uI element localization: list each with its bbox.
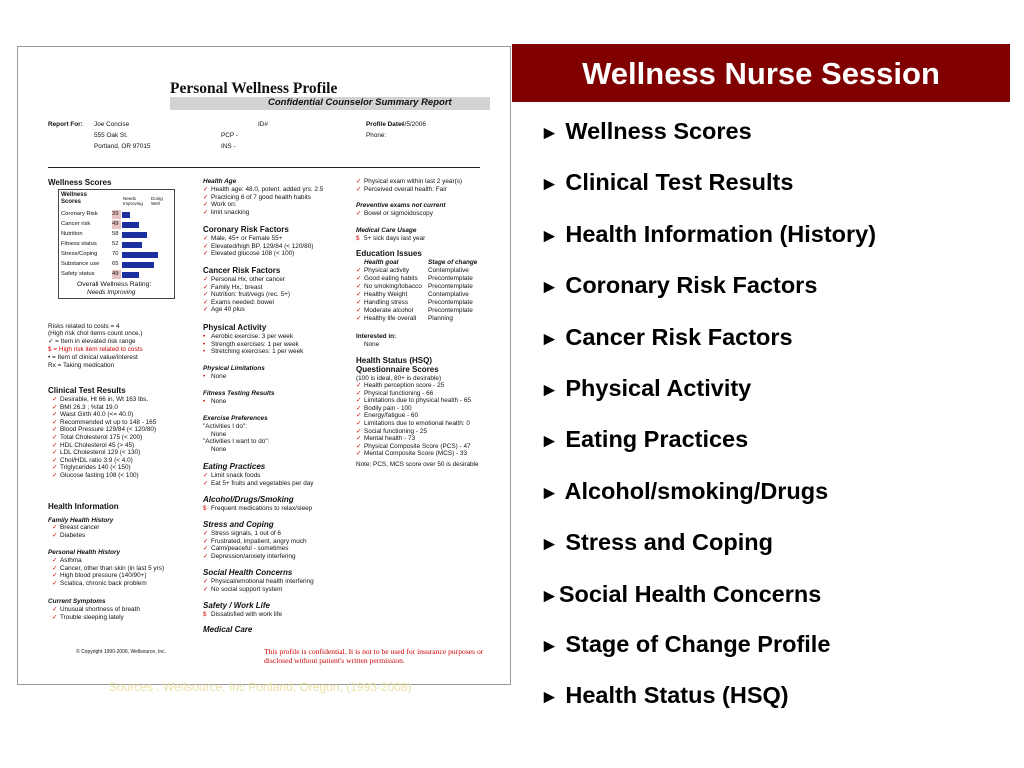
risks-line: Risks related to costs = 4 <box>48 323 120 330</box>
ins-label: INS - <box>221 143 236 150</box>
address-line2: Portland, OR 97015 <box>94 143 151 150</box>
medical-usage-label: Medical Care Usage <box>356 227 417 234</box>
hsq-footer: Note: PCS, MCS score over 50 is desirable <box>356 461 479 468</box>
list-item: ✓ Cancer, other than skin (in last 5 yrs) <box>52 564 165 572</box>
list-item: ✓ Stress signals, 1 out of 6 <box>203 530 281 537</box>
interested-label: Interested in: <box>356 333 397 340</box>
personal-history-list <box>52 557 164 587</box>
score-value: 49 <box>112 221 119 227</box>
safety-list <box>203 611 282 619</box>
health-age-list <box>203 186 323 216</box>
overall-rating-label: Overall Wellness Rating: <box>77 281 152 288</box>
list-item: ✓ Exams needed: bowel <box>203 298 274 306</box>
list-item: ✓ Work on: <box>203 201 237 209</box>
personal-history-label: Personal Health History <box>48 549 121 556</box>
education-goal: No smoking/tobacco <box>364 283 422 290</box>
check-icon: ✓ <box>356 210 362 217</box>
check-icon: ✓ <box>356 283 362 290</box>
overall-rating-value: Needs Improving <box>87 289 136 296</box>
id-label: ID# <box>258 121 268 128</box>
exercise-preferences <box>203 423 269 453</box>
dollar-icon: $ <box>203 505 207 512</box>
topic-bullet-text: Clinical Test Results <box>558 169 794 195</box>
list-item: ✓ Personal Hx, other cancer <box>203 276 285 283</box>
list-item: ✓ Physical functioning - 66 <box>356 389 434 397</box>
check-icon: ✓ <box>52 564 58 572</box>
pcp-label: PCP - <box>221 132 238 139</box>
doing-well-col: Doing Well <box>151 196 163 206</box>
list-item: ✓ Recommended wt up to 148 - 165 <box>52 418 157 426</box>
slide-title: Wellness Nurse Session <box>582 56 940 91</box>
check-icon: ✓ <box>52 606 58 613</box>
list-item: ✓ LDL Cholesterol 129 (< 130) <box>52 449 141 457</box>
education-stage-head: Stage of change <box>428 259 478 266</box>
education-stage: Planning <box>428 315 453 322</box>
list-item: $ 5+ sick days last year <box>356 235 426 242</box>
activity-heading: Physical Activity <box>203 323 267 332</box>
topic-bullet-text: Eating Practices <box>558 426 749 452</box>
list-item: ✓ Limitations due to physical health - 65 <box>356 397 471 405</box>
cancer-heading: Cancer Risk Factors <box>203 266 281 275</box>
education-goal: Physical activity <box>364 267 410 274</box>
hsq-note: (100 is ideal, 80+ is desirable) <box>356 375 442 382</box>
check-icon: ✓ <box>52 403 58 411</box>
check-icon: ✓ <box>203 298 209 306</box>
topic-bullet <box>540 682 789 709</box>
list-item: • None <box>203 373 227 380</box>
score-row <box>59 260 174 269</box>
arrow-icon: ► <box>540 586 559 607</box>
education-stage: Precontemplate <box>428 283 473 290</box>
score-bar <box>122 232 147 238</box>
score-label: Safety status <box>61 271 95 277</box>
interested-value: None <box>364 341 380 348</box>
topic-bullet <box>540 118 752 145</box>
check-icon: ✓ <box>52 572 58 580</box>
wellness-scores-heading: Wellness Scores <box>48 178 112 187</box>
check-icon: ✓ <box>203 545 209 553</box>
education-goal: Handling stress <box>364 299 409 306</box>
list-item: ✓ Unusual shortness of breath <box>52 606 140 613</box>
list-item: ✓ Male, 45+ or Female 55+ <box>203 235 283 242</box>
topic-bullet-text: Physical Activity <box>558 375 752 401</box>
clinical-list <box>52 396 156 480</box>
check-icon: ✓ <box>52 471 58 479</box>
score-bar <box>122 242 142 248</box>
list-item: ✓ Bodily pain - 100 <box>356 404 412 412</box>
social-list <box>203 578 314 593</box>
check-icon: • <box>203 398 206 405</box>
list-item: ✓ Chol/HDL ratio 3.9 (< 4.0) <box>52 456 133 464</box>
doc-title: Personal Wellness Profile <box>170 80 338 97</box>
score-value: 52 <box>112 241 119 247</box>
score-value: 58 <box>112 231 119 237</box>
check-icon: ✓ <box>203 291 209 299</box>
check-icon: ✓ <box>203 283 209 291</box>
alcohol-heading: Alcohol/Drugs/Smoking <box>203 495 294 504</box>
exercise-line: "Activities I do": <box>203 423 247 430</box>
arrow-icon: ► <box>540 174 559 195</box>
arrow-icon: ► <box>540 687 559 708</box>
check-icon: ✓ <box>203 201 209 209</box>
exercise-line: None <box>211 445 227 453</box>
arrow-icon: ► <box>540 380 559 401</box>
education-goal: Good eating habits <box>364 275 418 282</box>
topic-bullet-text: Wellness Scores <box>558 118 752 144</box>
check-icon: ✓ <box>52 411 58 419</box>
list-item: ✓ Energy/fatigue - 60 <box>356 412 418 420</box>
check-icon: ✓ <box>203 250 209 258</box>
list-item: ✓ Family Hx,: breast <box>203 283 263 291</box>
check-icon: ✓ <box>52 524 58 531</box>
cancer-list <box>203 276 290 314</box>
list-item: ✓ Physical Composite Score (PCS) - 47 <box>356 442 471 450</box>
stress-heading: Stress and Coping <box>203 520 274 529</box>
arrow-icon: ► <box>540 431 559 452</box>
education-stage: Precontemplate <box>428 307 473 314</box>
check-icon: ✓ <box>203 472 209 479</box>
sources-caption: Sources : Wellsource, Inc Portland, Oregon, (1993-2008) <box>109 680 412 694</box>
header-divider <box>48 167 480 168</box>
list-item: ✓ Blood Pressure 129/84 (< 120/80) <box>52 426 157 434</box>
topic-bullet <box>540 581 821 608</box>
topic-bullet <box>540 529 773 556</box>
check-icon: ✓ <box>203 479 209 487</box>
eating-list <box>203 472 314 487</box>
list-item: ✓ Mental Composite Score (MCS) - 33 <box>356 450 467 458</box>
topic-bullet-text: Cancer Risk Factors <box>558 324 793 350</box>
list-item: ✓ Social functioning - 25 <box>356 427 427 435</box>
check-icon: • <box>203 348 206 356</box>
list-item: ✓ Waist Girth 40.0 (<= 40.0) <box>52 411 134 419</box>
check-icon: ✓ <box>356 397 362 405</box>
check-icon: ✓ <box>203 552 209 560</box>
check-icon: ✓ <box>356 315 362 322</box>
check-icon: ✓ <box>203 208 209 216</box>
health-info-heading: Health Information <box>48 502 119 511</box>
exam-list <box>356 178 462 193</box>
health-age-label: Health Age <box>203 178 237 185</box>
needs-improving-col: Needs Improving <box>123 196 143 206</box>
list-item: ✓ HDL Cholesterol 45 (> 45) <box>52 441 135 449</box>
copyright: © Copyright 1990-2006, Wellsource, Inc. <box>76 649 167 655</box>
profile-date-label: Profile Date: <box>366 121 404 128</box>
family-history-list <box>52 524 99 539</box>
topic-bullet-text: Alcohol/smoking/Drugs <box>558 478 829 504</box>
check-icon: ✓ <box>356 427 362 435</box>
list-item: ✓ Trouble sleeping lately <box>52 613 124 621</box>
topic-bullet <box>540 169 793 196</box>
topic-bullet-text: Stress and Coping <box>558 529 773 555</box>
check-icon: • <box>203 340 206 348</box>
dollar-icon: $ <box>356 235 360 242</box>
check-icon: ✓ <box>52 426 58 434</box>
score-row <box>59 210 174 219</box>
list-item: ✓ Elevated glucose 108 (< 100) <box>203 250 295 258</box>
list-item: ✓ Eat 5+ fruits and vegetables per day <box>203 479 314 487</box>
coronary-list <box>203 235 313 258</box>
score-value: 39 <box>112 211 119 217</box>
education-goal: Healthy Weight <box>364 291 408 298</box>
activity-list <box>203 333 303 356</box>
wellness-profile-document <box>17 46 511 685</box>
check-icon: ✓ <box>52 396 58 403</box>
list-item: ✓ Breast cancer <box>52 524 100 531</box>
check-icon: ✓ <box>203 537 209 545</box>
check-icon: ✓ <box>203 276 209 283</box>
list-item: ✓ Total Cholesterol 175 (< 200) <box>52 433 143 441</box>
arrow-icon: ► <box>540 534 559 555</box>
education-heading: Education Issues <box>356 249 422 258</box>
family-history-label: Family Health History <box>48 517 114 524</box>
score-value: 65 <box>112 261 119 267</box>
symptoms-list <box>52 606 140 621</box>
education-goal: Moderate alcohol <box>364 307 414 314</box>
topic-bullet-text: Coronary Risk Factors <box>558 272 818 298</box>
limitations-label: Physical Limitations <box>203 365 265 372</box>
check-icon: ✓ <box>203 578 209 585</box>
topic-bullet <box>540 221 876 248</box>
check-icon: ✓ <box>356 275 362 282</box>
topic-bullet-text: Social Health Concerns <box>558 581 822 607</box>
topic-bullet-text: Health Status (HSQ) <box>558 682 789 708</box>
exercise-line: "Activities I want to do": <box>203 438 270 446</box>
check-icon: ✓ <box>203 530 209 537</box>
slide-title-bar <box>512 44 1010 102</box>
alcohol-list <box>203 505 312 513</box>
education-stage: Contemplative <box>428 291 469 298</box>
check-icon: ✓ <box>52 531 58 539</box>
education-goal: Healthy life overall <box>364 315 417 322</box>
check-icon: ✓ <box>356 267 362 274</box>
check-icon: ✓ <box>52 613 58 621</box>
check-icon: ✓ <box>52 418 58 426</box>
list-item: ✓ limit snacking <box>203 208 250 216</box>
education-stage: Precontemplate <box>428 275 473 282</box>
check-icon: ✓ <box>356 299 362 306</box>
coronary-heading: Coronary Risk Factors <box>203 225 289 234</box>
score-label: Coronary Risk <box>61 211 98 217</box>
list-item: ✓ Limitations due to emotional health: 0 <box>356 419 470 427</box>
list-item: ✓ Age 40 plus <box>203 306 245 314</box>
list-item: ✓ BMI 26.3 ; %fat 19.0 <box>52 403 118 411</box>
list-item: ✓ Health age: 48.0, potent. added yrs: 2.5 <box>203 186 324 193</box>
safety-heading: Safety / Work Life <box>203 601 270 610</box>
risks-note: (High risk chol items count once.) <box>48 330 143 337</box>
dollar-icon: $ <box>203 611 207 618</box>
score-bar <box>122 252 158 258</box>
social-heading: Social Health Concerns <box>203 568 293 577</box>
check-icon: ✓ <box>52 433 58 441</box>
score-label: Substance use <box>61 261 100 267</box>
score-value: 70 <box>112 251 119 257</box>
exercise-label: Exercise Preferences <box>203 415 268 422</box>
topic-bullet-text: Health Information (History) <box>558 221 877 247</box>
medical-care-heading: Medical Care <box>203 625 253 634</box>
list-item: ✓ Triglycerides 140 (< 150) <box>52 464 131 472</box>
check-icon: • <box>203 373 206 380</box>
stress-list <box>203 530 307 560</box>
legend-rx: Rx = Taking medication <box>48 362 115 369</box>
list-item: • Strength exercises: 1 per week <box>203 340 299 348</box>
score-label: Cancer risk <box>61 221 91 227</box>
hsq-heading2: Questionnaire Scores <box>356 365 439 374</box>
score-label: Fitness status <box>61 241 97 247</box>
check-icon: ✓ <box>356 291 362 298</box>
legend-dollar: $ = High risk item related to costs <box>48 346 143 353</box>
education-goal-head: Health goal <box>364 259 399 266</box>
check-icon: ✓ <box>356 435 362 443</box>
check-icon: ✓ <box>52 557 58 564</box>
list-item: ✓ Desirable, Ht 66 in, Wt 163 lbs, <box>52 396 149 403</box>
list-item: ✓ Frustrated, impatient, angry much <box>203 537 307 545</box>
check-icon: ✓ <box>203 186 209 193</box>
check-icon: ✓ <box>356 442 362 450</box>
arrow-icon: ► <box>540 226 559 247</box>
list-item: ✓ No social support system <box>203 585 283 593</box>
doc-subtitle: Confidential Counselor Summary Report <box>268 97 452 108</box>
topic-bullet <box>540 324 793 351</box>
list-item: • Stretching exercises: 1 per week <box>203 348 304 356</box>
check-icon: ✓ <box>356 450 362 458</box>
exercise-line: None <box>211 430 227 438</box>
list-item: • Aerobic exercise: 3 per week <box>203 333 294 340</box>
list-item: ✓ Depression/anxiety interfering <box>203 552 296 560</box>
score-bar <box>122 262 154 268</box>
check-icon: ✓ <box>203 242 209 250</box>
score-row <box>59 250 174 259</box>
medical-usage-list <box>356 235 425 243</box>
check-icon: ✓ <box>203 585 209 593</box>
list-item: ✓ Practicing 6 of 7 good health habits <box>203 193 311 201</box>
list-item: ✓ Mental health - 73 <box>356 435 416 443</box>
preventive-list <box>356 210 433 218</box>
check-icon: ✓ <box>356 178 362 185</box>
check-icon: ✓ <box>52 441 58 449</box>
list-item: ✓ Calm/peaceful - sometimes <box>203 545 289 553</box>
topic-bullet <box>540 631 830 658</box>
topic-bullet <box>540 478 828 505</box>
phone-label: Phone: <box>366 132 387 139</box>
list-item: ✓ Sciatica, chronic back problem <box>52 579 147 587</box>
check-icon: • <box>203 333 206 340</box>
arrow-icon: ► <box>540 329 559 350</box>
score-bar <box>122 222 139 228</box>
limitations-list <box>203 373 226 381</box>
check-icon: ✓ <box>356 419 362 427</box>
education-stage: Contemplative <box>428 267 469 274</box>
topic-bullet <box>540 375 751 402</box>
arrow-icon: ► <box>540 636 559 657</box>
score-row <box>59 220 174 229</box>
list-item: ✓ Limit snack foods <box>203 472 261 479</box>
symptoms-label: Current Symptoms <box>48 598 106 605</box>
patient-name: Joe Concise <box>94 121 130 128</box>
check-icon: ✓ <box>52 579 58 587</box>
check-icon: ✓ <box>356 389 362 397</box>
fitness-label: Fitness Testing Results <box>203 390 275 397</box>
arrow-icon: ► <box>540 277 559 298</box>
legend-star: • = Item of clinical value/interest <box>48 354 138 361</box>
list-item: • None <box>203 398 227 405</box>
score-bar <box>122 272 139 278</box>
topic-bullet <box>540 426 748 453</box>
check-icon: ✓ <box>203 235 209 242</box>
report-for-label: Report For: <box>48 121 83 128</box>
check-icon: ✓ <box>356 412 362 420</box>
score-row <box>59 240 174 249</box>
address-line1: 555 Oak St. <box>94 132 128 139</box>
scores-col-head: Wellness Scores <box>61 192 87 205</box>
list-item: ✓ Elevated/high BP, 129/84 (< 120/80) <box>203 242 314 250</box>
topic-bullet-text: Stage of Change Profile <box>558 631 831 657</box>
list-item: ✓ Nutrition: fruit/vegs (rec. 5+) <box>203 291 291 299</box>
score-label: Nutrition <box>61 231 83 237</box>
list-item: ✓ Asthma <box>52 557 82 564</box>
clinical-heading: Clinical Test Results <box>48 386 126 395</box>
list-item: $ Dissatisfied with work life <box>203 611 283 618</box>
score-bar <box>122 212 130 218</box>
legend-check: ✓ = Item in elevated risk range <box>48 338 136 345</box>
hsq-list <box>356 382 471 458</box>
list-item: $ Frequent medications to relax/sleep <box>203 505 313 512</box>
check-icon: ✓ <box>356 307 362 314</box>
arrow-icon: ► <box>540 123 559 144</box>
education-stage: Precontemplate <box>428 299 473 306</box>
check-icon: ✓ <box>203 306 209 314</box>
list-item: ✓ Glucose fasting 108 (< 100) <box>52 471 139 479</box>
eating-heading: Eating Practices <box>203 462 266 471</box>
check-icon: ✓ <box>356 404 362 412</box>
preventive-label: Preventive exams not current <box>356 202 446 209</box>
check-icon: ✓ <box>52 456 58 464</box>
score-row <box>59 270 174 279</box>
list-item: ✓ High blood pressure (140/90+) <box>52 572 147 580</box>
check-icon: ✓ <box>52 449 58 457</box>
list-item: ✓ Perceived overall health: Fair <box>356 185 447 193</box>
list-item: ✓ Physical exam within last 2 year(s) <box>356 178 463 185</box>
arrow-icon: ► <box>540 483 559 504</box>
list-item: ✓ Physical/emotional health interfering <box>203 578 314 585</box>
list-item: ✓ Diabetes <box>52 531 86 539</box>
fitness-list <box>203 398 226 406</box>
score-label: Stress/Coping <box>61 251 98 257</box>
check-icon: ✓ <box>52 464 58 472</box>
hsq-heading: Health Status (HSQ) <box>356 356 433 365</box>
list-item: ✓ Health perception score - 25 <box>356 382 445 389</box>
score-row <box>59 230 174 239</box>
wellness-scores-table <box>58 189 175 299</box>
profile-date: 4/5/2006 <box>401 121 426 128</box>
list-item: ✓ Bowel or sigmoidoscopy <box>356 210 433 217</box>
check-icon: ✓ <box>203 193 209 201</box>
check-icon: ✓ <box>356 185 362 193</box>
confidential-notice: This profile is confidential. It is not to be used for insurance purposes or disclosed without patient's written permission. <box>264 647 484 665</box>
topic-bullet <box>540 272 817 299</box>
check-icon: ✓ <box>356 382 362 389</box>
score-value: 49 <box>112 271 119 277</box>
